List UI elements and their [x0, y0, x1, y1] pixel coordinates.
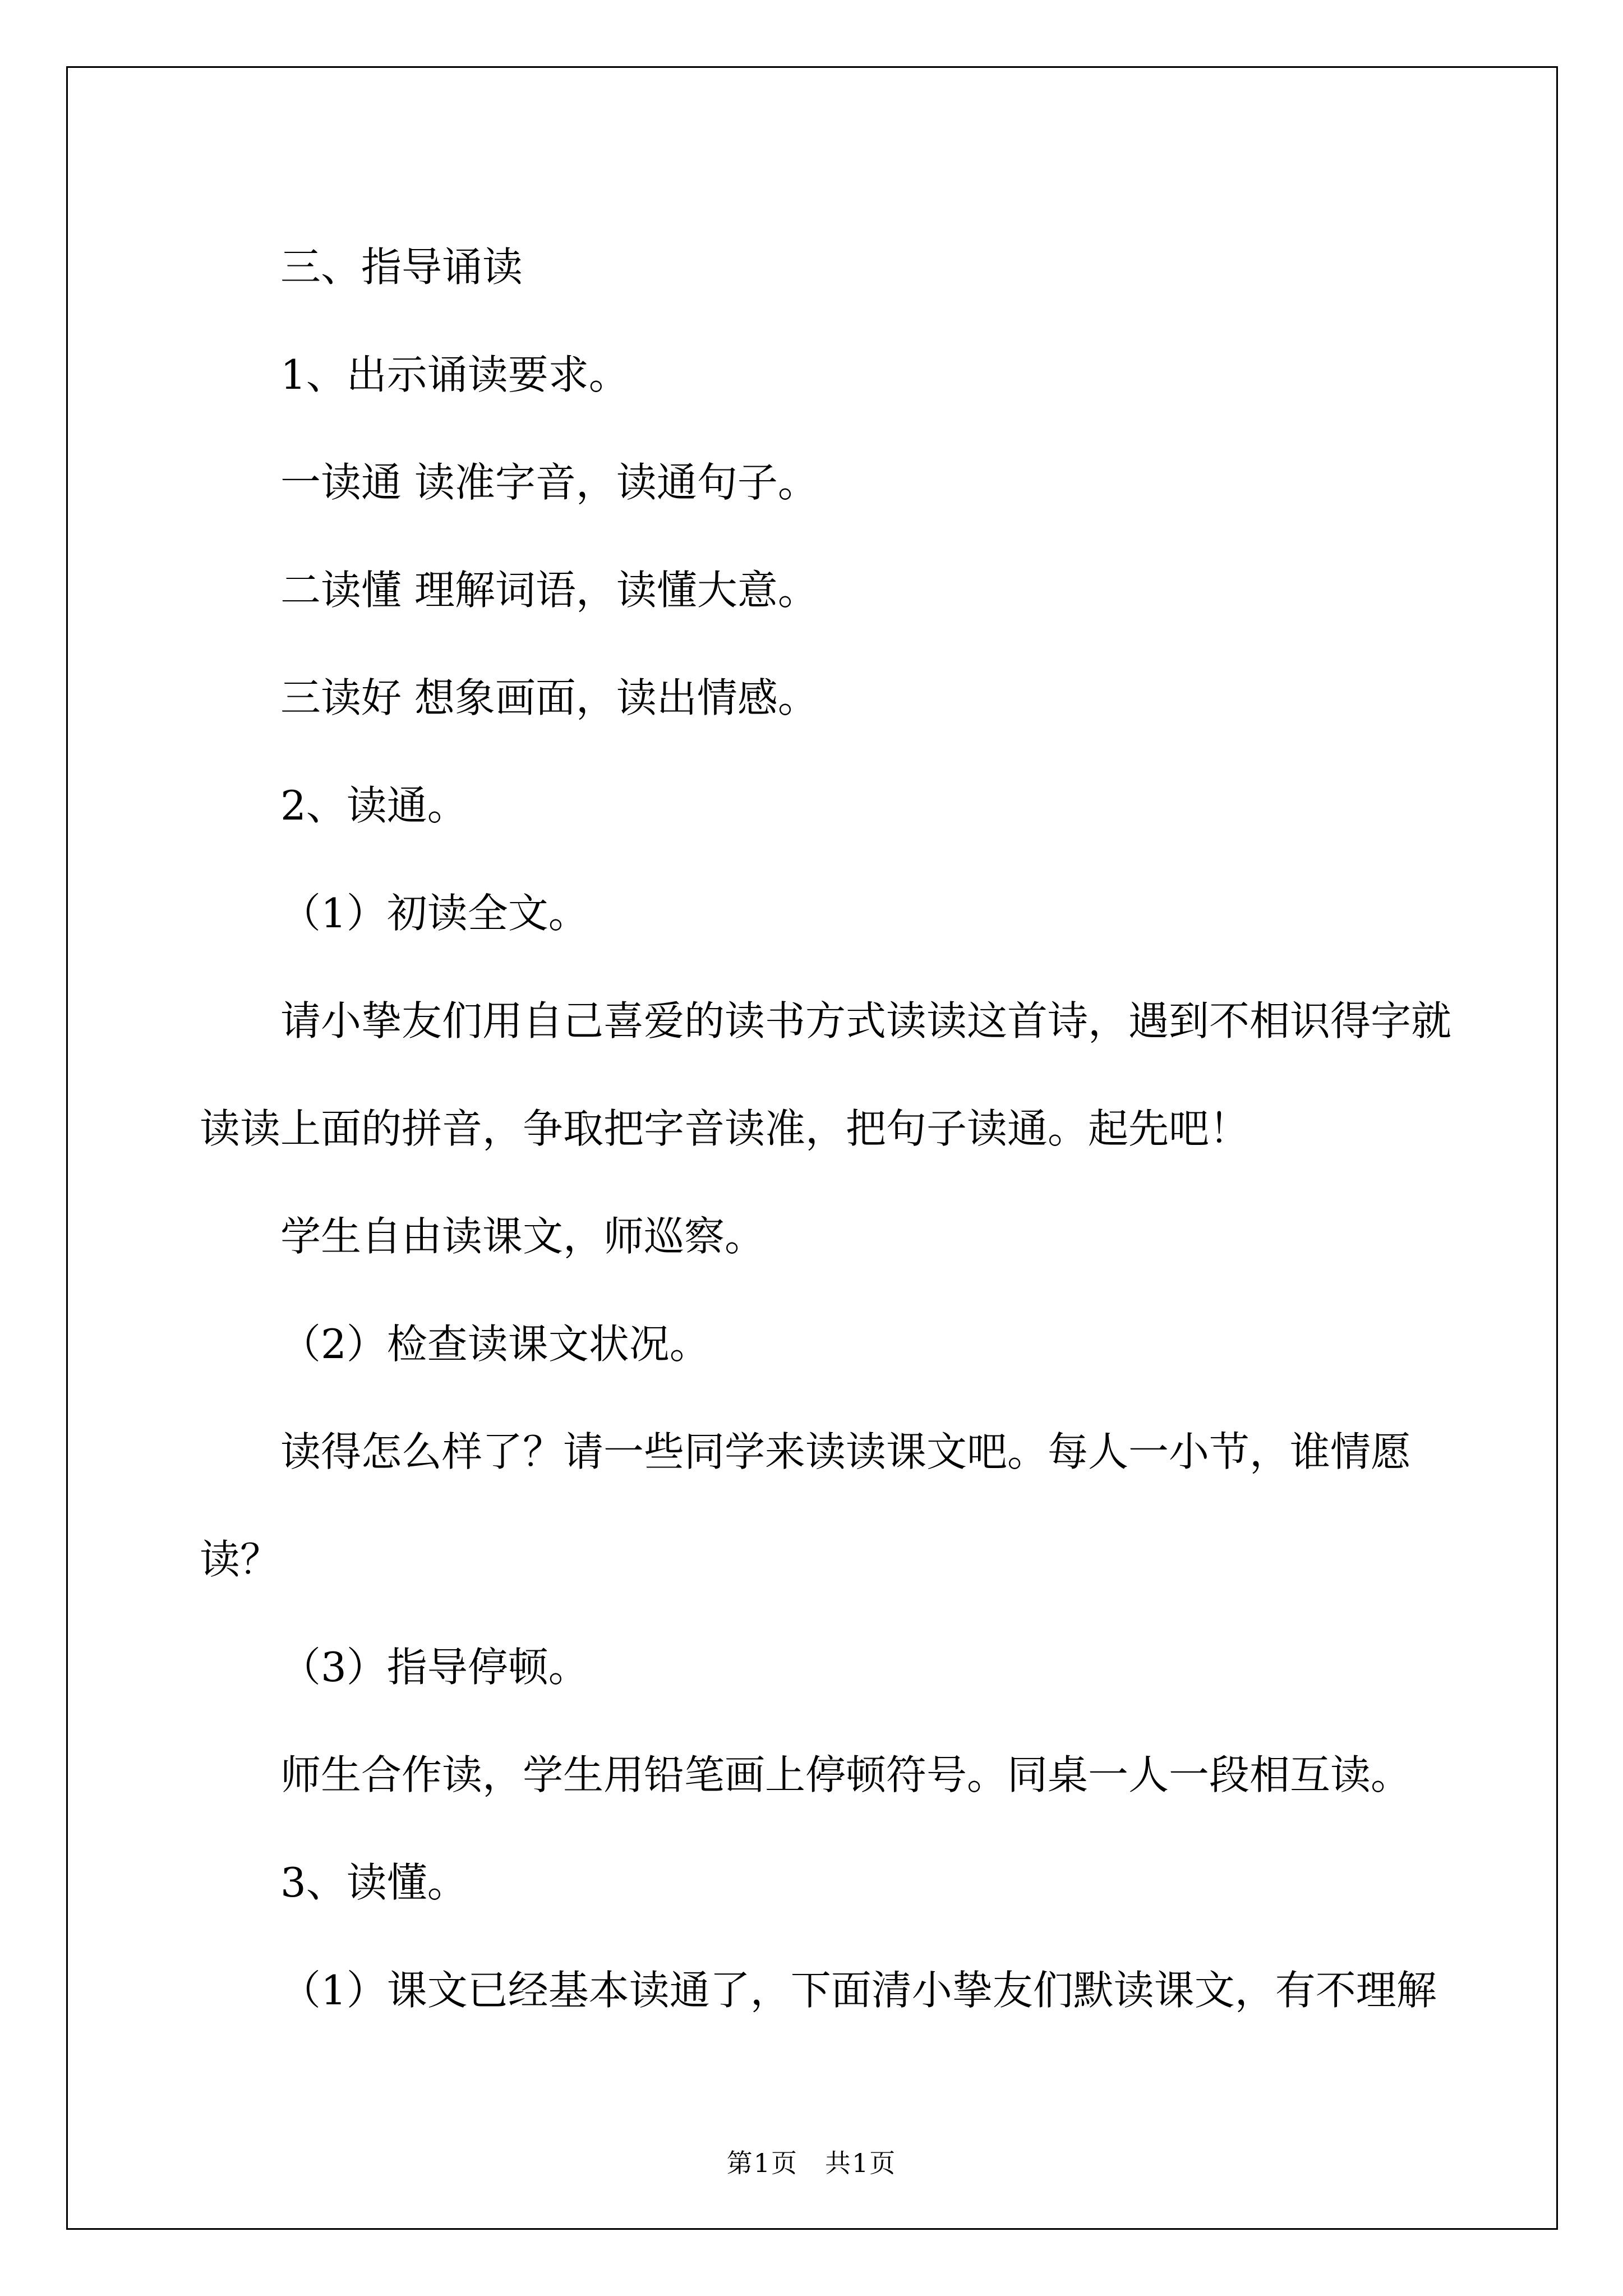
- paragraph: （3）指导停顿。: [280, 1644, 589, 1691]
- page-footer: [0, 2143, 1623, 2180]
- paragraph: 学生自由读课文，师巡察。: [280, 1213, 766, 1260]
- paragraph: 3、读懂。: [280, 1859, 468, 1906]
- paragraph: （2）检查读课文状况。: [280, 1320, 710, 1368]
- page-total: 共1页: [825, 2148, 897, 2178]
- paragraph: 一读通 读准字音，读通句子。: [280, 459, 818, 506]
- page-number: 第1页: [726, 2148, 798, 2178]
- paragraph: 请小挚友们用自己喜爱的读书方式读读这首诗，遇到不相识得字就读读上面的拼音，争取把字音读准，把句子读通。起先吧！: [200, 997, 1452, 1152]
- paragraph: （1）初读全文。: [280, 890, 589, 937]
- paragraph: 1、出示诵读要求。: [280, 351, 629, 398]
- paragraph: （1）课文已经基本读通了，下面清小挚友们默读课文，有不理解: [280, 1967, 1437, 2014]
- paragraph: 三读好 想象画面，读出情感。: [280, 674, 818, 721]
- paragraph: 2、读通。: [280, 782, 468, 829]
- paragraph: 二读懂 理解词语，读懂大意。: [280, 567, 818, 614]
- paragraph: 师生合作读，学生用铅笔画上停顿符号。同桌一人一段相互读。: [280, 1751, 1412, 1798]
- document-body: [200, 213, 1456, 2044]
- paragraph: 三、指导诵读: [280, 243, 523, 291]
- paragraph: 读得怎么样了？请一些同学来读读课文吧。每人一小节，谁情愿读？: [200, 1428, 1412, 1583]
